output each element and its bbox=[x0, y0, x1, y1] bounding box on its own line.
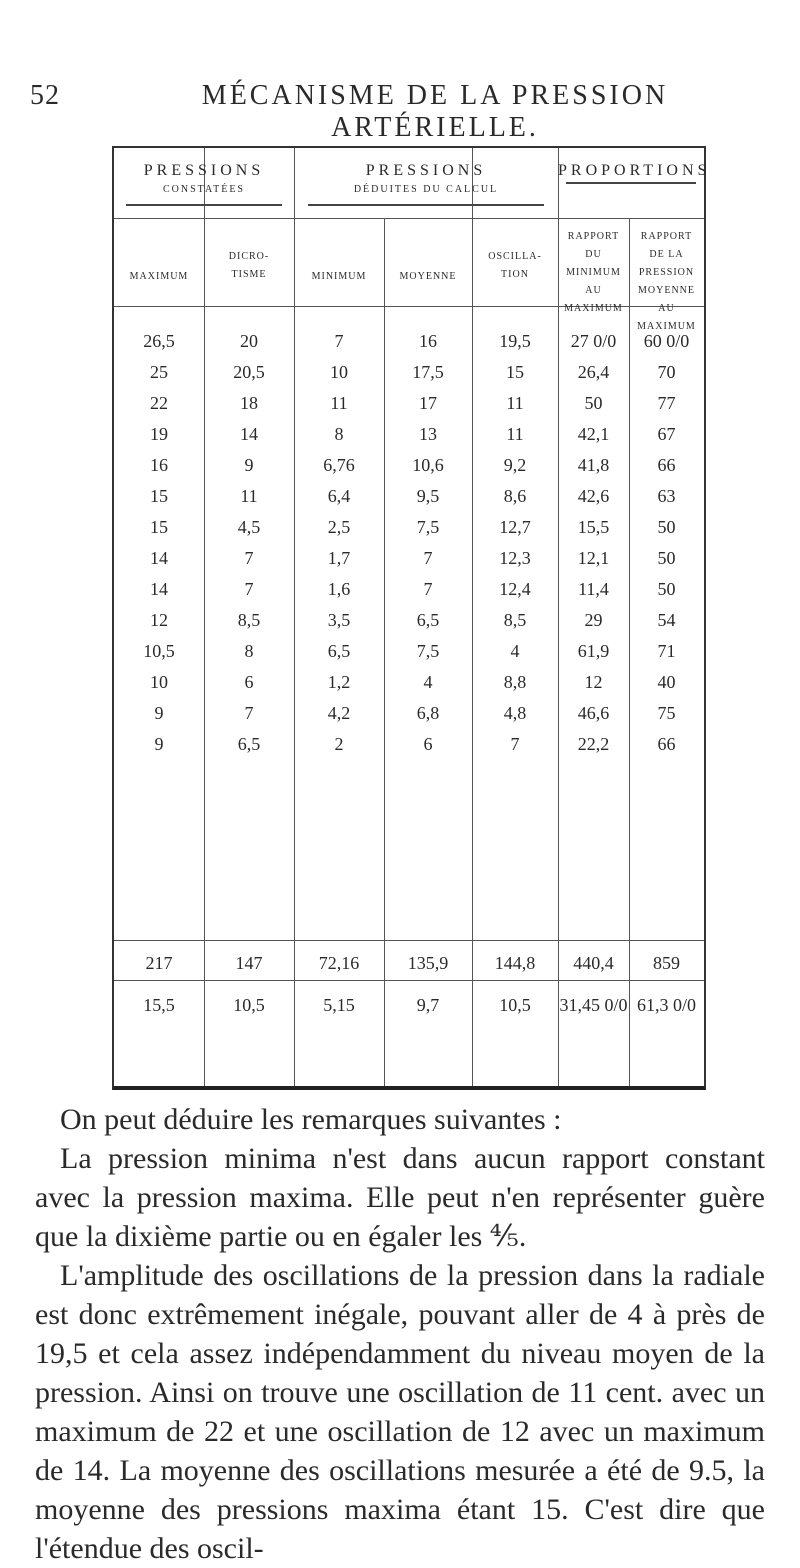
table-cell: 20 bbox=[240, 331, 258, 351]
table-cell: 1,6 bbox=[327, 579, 351, 599]
table-cell: 10 bbox=[150, 672, 168, 692]
table-cell: 11 bbox=[506, 424, 524, 444]
table-cell: 10,5 bbox=[233, 995, 265, 1015]
table-cell: 19,5 bbox=[499, 331, 531, 351]
table-cell: 135,9 bbox=[407, 953, 449, 973]
table-cell: 22,2 bbox=[577, 734, 610, 754]
table-cell: 1,2 bbox=[327, 672, 351, 692]
table-cell: 8,6 bbox=[503, 486, 527, 506]
table-cell: 19 bbox=[150, 424, 168, 444]
page-header bbox=[0, 80, 800, 143]
table-cell: 2,5 bbox=[327, 517, 351, 537]
running-title: MÉCANISME DE LA PRESSION ARTÉRIELLE. bbox=[201, 80, 669, 143]
group-title-proportions: PROPORTIONS bbox=[558, 162, 711, 179]
table-cell: 7 bbox=[244, 703, 254, 723]
table-cell: 26,5 bbox=[143, 331, 175, 351]
table-cell: 25 bbox=[150, 362, 168, 382]
group-brace bbox=[308, 204, 544, 206]
table-row bbox=[114, 543, 704, 574]
paragraph: On peut déduire les remarques suivantes : bbox=[60, 1103, 562, 1136]
paragraph: La pression minima n'est dans aucun rapport constant avec la pression maxima. Elle peut n'en représenter guère que la dixième partie ou en égaler les ⅘. bbox=[35, 1142, 765, 1253]
header-divider bbox=[114, 218, 704, 219]
table-cell: 147 bbox=[235, 953, 263, 973]
table-cell: 41,8 bbox=[577, 455, 610, 475]
table-row bbox=[114, 512, 704, 543]
table-cell: 17 bbox=[419, 393, 437, 413]
data-table bbox=[112, 146, 711, 1090]
table-cell: 9,7 bbox=[416, 995, 440, 1015]
table-cell: 12,7 bbox=[499, 517, 531, 537]
table-cell: 77 bbox=[657, 393, 676, 413]
table-cell: 42,6 bbox=[577, 486, 610, 506]
table-cell: 8,5 bbox=[237, 610, 261, 630]
table-cell: 10,5 bbox=[499, 995, 531, 1015]
table-cell: 12 bbox=[584, 672, 603, 692]
table-cell: 12 bbox=[150, 610, 168, 630]
table-cell: 40 bbox=[657, 672, 676, 692]
table-cell: 12,1 bbox=[577, 548, 610, 568]
table-cell: 15,5 bbox=[143, 995, 175, 1015]
table-cell: 50 bbox=[657, 517, 676, 537]
table-cell: 27 0/0 bbox=[570, 331, 617, 351]
table-cell: 66 bbox=[657, 455, 676, 475]
table-cell: 61,3 0/0 bbox=[636, 995, 696, 1015]
table-cell: 4,5 bbox=[237, 517, 261, 537]
table-cell: 66 bbox=[657, 734, 676, 754]
table-cell: 11,4 bbox=[578, 579, 609, 599]
table-cell: 7,5 bbox=[416, 517, 440, 537]
table-cell: 2 bbox=[334, 734, 344, 754]
table-cell: 15 bbox=[150, 517, 168, 537]
table-cell: 8,8 bbox=[503, 672, 527, 692]
table-cell: 60 0/0 bbox=[643, 331, 690, 351]
table-cell: 6 bbox=[244, 672, 254, 692]
table-cell: 46,6 bbox=[577, 703, 610, 723]
table-cell: 13 bbox=[419, 424, 437, 444]
table-row bbox=[114, 574, 704, 605]
table-cell: 61,9 bbox=[577, 641, 610, 661]
column-header: RAPPORT DE LA PRESSION MOYENNE AU MAXIMUM bbox=[637, 231, 696, 332]
group-subtitle-deduites: DÉDUITES DU CALCUL bbox=[353, 184, 499, 195]
group-brace bbox=[566, 182, 696, 184]
table-cell: 10,6 bbox=[412, 455, 444, 475]
table-row bbox=[114, 450, 704, 481]
table-cell: 6,4 bbox=[327, 486, 351, 506]
averages-row bbox=[114, 990, 704, 1021]
table-cell: 42,1 bbox=[577, 424, 610, 444]
table-cell: 6,5 bbox=[416, 610, 440, 630]
table-cell: 8 bbox=[334, 424, 344, 444]
table-cell: 7 bbox=[334, 331, 344, 351]
table-cell: 12,4 bbox=[499, 579, 531, 599]
table-cell: 7 bbox=[244, 548, 254, 568]
table-cell: 6 bbox=[423, 734, 433, 754]
table-cell: 217 bbox=[145, 953, 173, 973]
table-cell: 4,8 bbox=[503, 703, 527, 723]
table-row bbox=[114, 636, 704, 667]
table-cell: 71 bbox=[657, 641, 676, 661]
table-cell: 11 bbox=[506, 393, 524, 413]
averages-rule bbox=[114, 980, 704, 981]
table-cell: 72,16 bbox=[318, 953, 360, 973]
table-cell: 54 bbox=[657, 610, 676, 630]
table-cell: 16 bbox=[150, 455, 168, 475]
table-cell: 4,2 bbox=[327, 703, 351, 723]
table-row bbox=[114, 481, 704, 512]
table-cell: 15 bbox=[506, 362, 524, 382]
table-cell: 8,5 bbox=[503, 610, 527, 630]
table-cell: 31,45 0/0 bbox=[559, 995, 628, 1015]
table-cell: 9,2 bbox=[503, 455, 527, 475]
table-cell: 20,5 bbox=[233, 362, 265, 382]
table-cell: 4 bbox=[510, 641, 520, 661]
table-row bbox=[114, 605, 704, 636]
paragraph: L'amplitude des oscillations de la pression dans la radiale est donc extrêmement inégale, pouvant aller de 4 à près de 19,5 et cela assez indépendamment du niveau moyen de la pression. Ainsi on trouve une oscillation de 11 cent. avec un maximum de 22 et une oscillation de 12 avec un maximum de 14. La moyenne des oscillations mesurée a été de 9.5, la moyenne des pressions maxima étant 15. C'est dire que l'étendue des oscil- bbox=[35, 1259, 765, 1565]
table-cell: 6,5 bbox=[327, 641, 351, 661]
table-cell: 50 bbox=[584, 393, 603, 413]
table-cell: 67 bbox=[657, 424, 676, 444]
table-cell: 9 bbox=[154, 734, 164, 754]
table-cell: 11 bbox=[330, 393, 348, 413]
column-header: MINIMUM bbox=[311, 271, 367, 282]
group-title-deduites: PRESSIONS bbox=[365, 162, 487, 179]
table-cell: 16 bbox=[419, 331, 437, 351]
table-cell: 10,5 bbox=[143, 641, 175, 661]
table-cell: 11 bbox=[240, 486, 258, 506]
table-cell: 29 bbox=[584, 610, 603, 630]
table-cell: 12,3 bbox=[499, 548, 531, 568]
table-cell: 859 bbox=[653, 953, 680, 973]
table-cell: 7 bbox=[510, 734, 520, 754]
table-cell: 4 bbox=[423, 672, 433, 692]
group-brace bbox=[126, 204, 282, 206]
table-cell: 144,8 bbox=[494, 953, 536, 973]
table-cell: 8 bbox=[244, 641, 254, 661]
table-row bbox=[114, 357, 704, 388]
table-cell: 10 bbox=[330, 362, 348, 382]
table-cell: 7 bbox=[244, 579, 254, 599]
table-cell: 9 bbox=[154, 703, 164, 723]
table-cell: 440,4 bbox=[573, 953, 614, 973]
table-cell: 50 bbox=[657, 579, 676, 599]
page-number: 52 bbox=[30, 80, 60, 111]
table-cell: 3,5 bbox=[327, 610, 351, 630]
table-cell: 17,5 bbox=[412, 362, 444, 382]
table-cell: 26,4 bbox=[577, 362, 610, 382]
totals-row bbox=[114, 948, 704, 979]
group-title-constatees: PRESSIONS bbox=[143, 162, 265, 179]
table-cell: 22 bbox=[150, 393, 168, 413]
column-header: RAPPORT DU MINIMUM AU MAXIMUM bbox=[564, 231, 623, 314]
table-cell: 63 bbox=[657, 486, 676, 506]
table-cell: 7 bbox=[423, 548, 433, 568]
table-cell: 70 bbox=[657, 362, 676, 382]
table-cell: 6,5 bbox=[237, 734, 261, 754]
table-row bbox=[114, 667, 704, 698]
table-cell: 14 bbox=[150, 579, 168, 599]
table-cell: 75 bbox=[657, 703, 676, 723]
table-cell: 9 bbox=[244, 455, 254, 475]
table-row bbox=[114, 388, 704, 419]
column-header: MOYENNE bbox=[399, 271, 457, 282]
totals-rule bbox=[114, 940, 704, 941]
table-cell: 1,7 bbox=[327, 548, 351, 568]
group-subtitle-constatees: CONSTATÉES bbox=[163, 184, 245, 195]
table-row bbox=[114, 729, 704, 760]
column-header: OSCILLA- TION bbox=[488, 251, 542, 280]
table-cell: 7 bbox=[423, 579, 433, 599]
table-row bbox=[114, 698, 704, 729]
table-cell: 14 bbox=[150, 548, 168, 568]
column-header: MAXIMUM bbox=[129, 271, 189, 282]
table-row bbox=[114, 419, 704, 450]
column-header: DICRO- TISME bbox=[228, 251, 270, 280]
table-row bbox=[114, 326, 704, 357]
table-cell: 14 bbox=[240, 424, 258, 444]
table-cell: 50 bbox=[657, 548, 676, 568]
table-cell: 15 bbox=[150, 486, 168, 506]
table-cell: 7,5 bbox=[416, 641, 440, 661]
table-cell: 5,15 bbox=[323, 995, 355, 1015]
table-cell: 6,76 bbox=[323, 455, 355, 475]
table-cell: 6,8 bbox=[416, 703, 440, 723]
table-cell: 15,5 bbox=[577, 517, 610, 537]
table-cell: 18 bbox=[240, 393, 258, 413]
table-cell: 9,5 bbox=[416, 486, 440, 506]
